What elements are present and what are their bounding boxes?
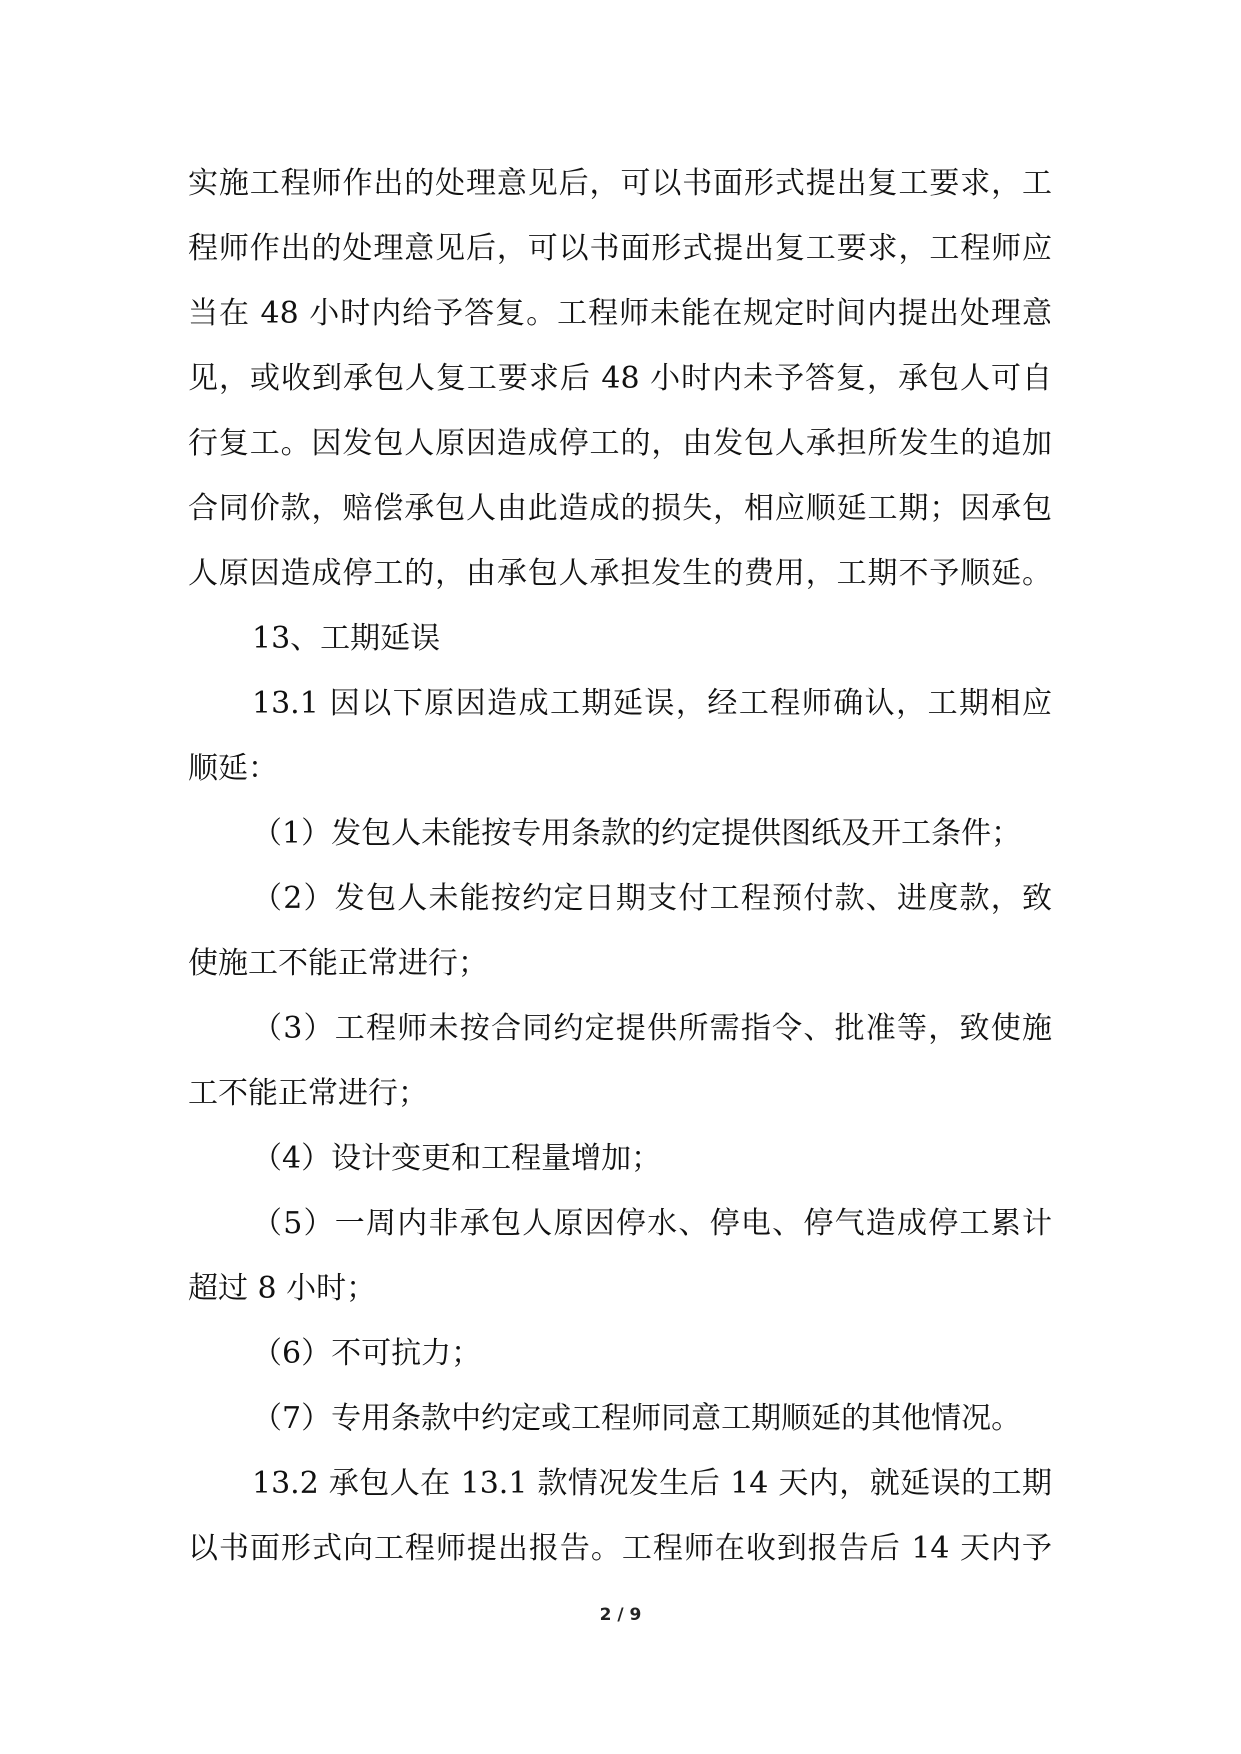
text-line: 13.2 承包人在 13.1 款情况发生后 14 天内，就延误的工期 [252, 1466, 1052, 1501]
text-line: 合同价款，赔偿承包人由此造成的损失，相应顺延工期；因承包 [188, 491, 1052, 526]
text-line: 人原因造成停工的，由承包人承担发生的费用，工期不予顺延。 [188, 556, 1052, 591]
text-line: 实施工程师作出的处理意见后，可以书面形式提出复工要求，工 [188, 166, 1052, 201]
text-line: 工不能正常进行； [188, 1076, 428, 1111]
text-line: 行复工。因发包人原因造成停工的，由发包人承担所发生的追加 [188, 426, 1052, 461]
page-number: 2 / 9 [599, 1605, 642, 1625]
body-text [188, 158, 1052, 1588]
text-line: 顺延： [188, 751, 278, 786]
text-line: 13、工期延误 [252, 621, 441, 656]
text-line: （3）工程师未按合同约定提供所需指令、批准等，致使施 [252, 1011, 1052, 1046]
text-line: （4）设计变更和工程量增加； [252, 1141, 662, 1176]
text-line: 使施工不能正常进行； [188, 946, 488, 981]
text-line: 以书面形式向工程师提出报告。工程师在收到报告后 14 天内予 [188, 1531, 1052, 1566]
text-line: （2）发包人未能按约定日期支付工程预付款、进度款，致 [252, 881, 1052, 916]
text-line: 超过 8 小时； [188, 1271, 377, 1306]
text-line: （1）发包人未能按专用条款的约定提供图纸及开工条件； [252, 816, 1022, 851]
text-line: 程师作出的处理意见后，可以书面形式提出复工要求，工程师应 [188, 231, 1052, 266]
text-line: 见，或收到承包人复工要求后 48 小时内未予答复，承包人可自 [188, 361, 1052, 396]
text-line: 13.1 因以下原因造成工期延误，经工程师确认，工期相应 [252, 686, 1052, 721]
text-line: （5）一周内非承包人原因停水、停电、停气造成停工累计 [252, 1206, 1052, 1241]
text-line: （7）专用条款中约定或工程师同意工期顺延的其他情况。 [252, 1401, 1022, 1436]
text-line: （6）不可抗力； [252, 1336, 482, 1371]
text-line: 当在 48 小时内给予答复。工程师未能在规定时间内提出处理意 [188, 296, 1052, 331]
